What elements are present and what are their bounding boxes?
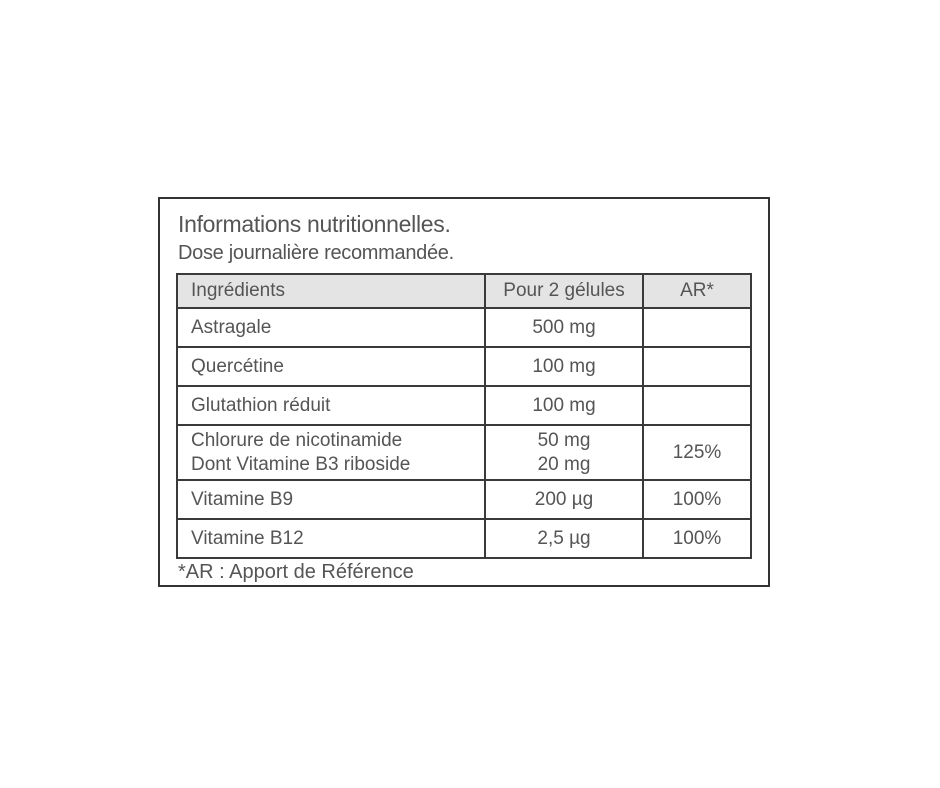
ar-cell	[643, 347, 751, 386]
table-row	[177, 519, 751, 558]
nutrition-table	[176, 273, 752, 559]
table-row	[177, 425, 751, 480]
amount-cell	[485, 480, 643, 519]
table-row	[177, 347, 751, 386]
ingredient-name: Vitamine B9	[191, 488, 294, 510]
amount-sub-value: 20 mg	[537, 453, 591, 475]
ar-cell: 100%	[643, 480, 751, 519]
ingredient-cell	[177, 386, 485, 425]
ar-cell: 100%	[643, 519, 751, 558]
ar-cell	[643, 308, 751, 347]
amount-cell	[485, 347, 643, 386]
ingredient-name: Quercétine	[191, 355, 284, 377]
panel-subtitle: Dose journalière recommandée.	[178, 242, 454, 264]
amount-cell	[485, 425, 643, 480]
amount-value: 100 mg	[532, 394, 596, 416]
ingredient-name: Vitamine B12	[191, 527, 304, 549]
column-header-ingredients: Ingrédients	[177, 274, 485, 308]
amount-cell	[485, 308, 643, 347]
column-header-amount: Pour 2 gélules	[485, 274, 643, 308]
ingredient-name: Chlorure de nicotinamide	[191, 429, 403, 451]
ar-cell: 125%	[643, 425, 751, 480]
table-row	[177, 480, 751, 519]
ingredient-cell	[177, 480, 485, 519]
amount-value: 100 mg	[532, 355, 596, 377]
ingredient-cell	[177, 308, 485, 347]
ingredient-name: Glutathion réduit	[191, 394, 331, 416]
amount-value: 500 mg	[532, 316, 596, 338]
footnote: *AR : Apport de Référence	[178, 561, 414, 583]
amount-cell	[485, 386, 643, 425]
amount-value: 2,5 µg	[537, 527, 591, 549]
ar-cell	[643, 386, 751, 425]
column-header-ar: AR*	[643, 274, 751, 308]
table-row	[177, 308, 751, 347]
table-header-row	[177, 274, 751, 308]
ingredient-cell	[177, 425, 485, 480]
amount-value: 50 mg	[537, 429, 591, 451]
ingredient-cell	[177, 519, 485, 558]
amount-value: 200 µg	[534, 488, 594, 510]
panel-title: Informations nutritionnelles.	[178, 211, 451, 237]
nutrition-info-panel	[158, 197, 770, 587]
table-row	[177, 386, 751, 425]
ingredient-sub-name: Dont Vitamine B3 riboside	[191, 453, 411, 475]
ingredient-cell	[177, 347, 485, 386]
amount-cell	[485, 519, 643, 558]
ingredient-name: Astragale	[191, 316, 272, 338]
